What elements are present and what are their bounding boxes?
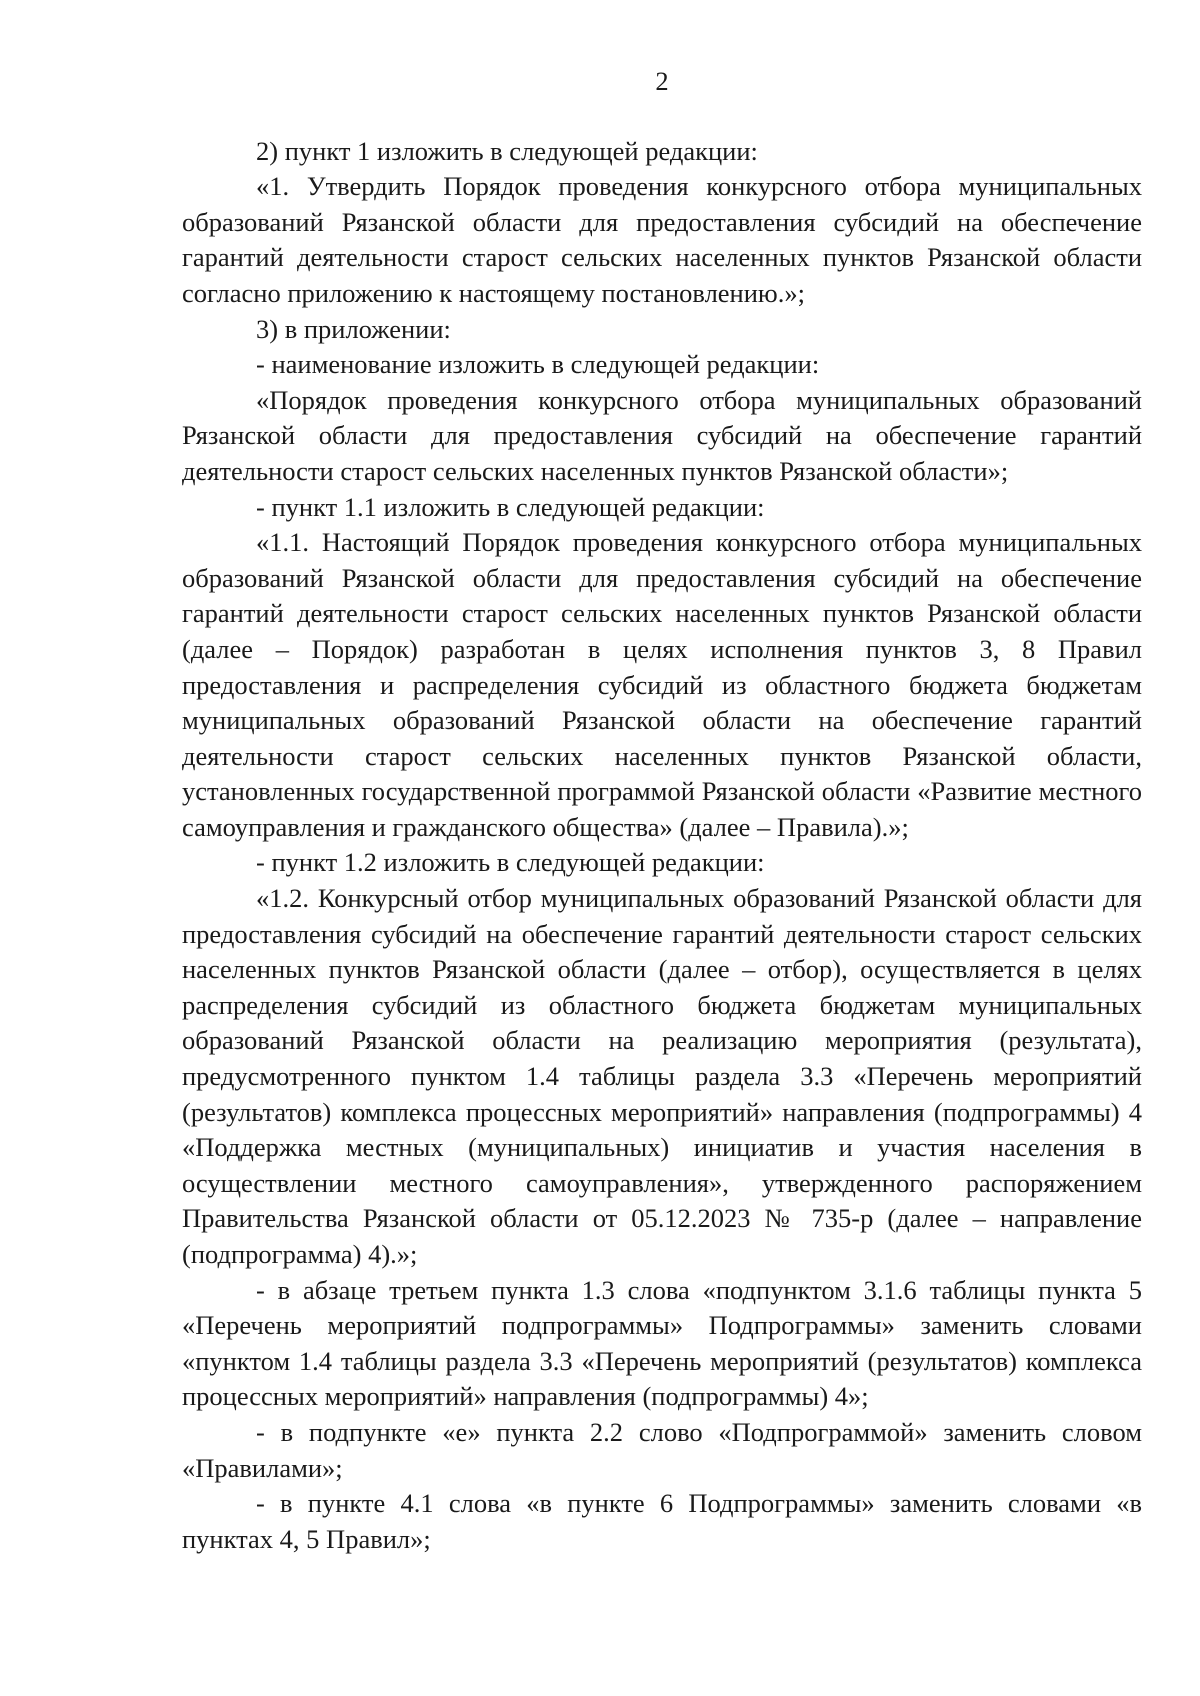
paragraph-title-change: - наименование изложить в следующей редакции:: [256, 349, 820, 380]
paragraph-quote-point-1: «1. Утвердить Порядок проведения конкурсного отбора муниципальных образований Рязанской области для предоставления субсидий на обеспечение гарантий деятельности старост сельских населенных пунктов Рязанской области согласно приложению к настоящему постановлению.»;: [182, 171, 1142, 308]
page-number: 2: [655, 66, 669, 96]
paragraph-point-1-2-change: - пункт 1.2 изложить в следующей редакции:: [256, 847, 765, 878]
paragraph-quote-point-1-1: «1.1. Настоящий Порядок проведения конкурсного отбора муниципальных образований Рязанской области для предоставления субсидий на обеспечение гарантий деятельности старост сельских населенных пунктов Рязанской области (далее – Порядок) разработан в целях исполнения пунктов 3, 8 Правил предоставления и распределения субсидий из областного бюджета бюджетам муниципальных образований Рязанской области на обеспечение гарантий деятельности старост сельских населенных пунктов Рязанской области, установленных государственной программой Рязанской области «Развитие местного самоуправления и гражданского общества» (далее – Правила).»;: [182, 527, 1142, 842]
paragraph-quote-title: «Порядок проведения конкурсного отбора муниципальных образований Рязанской области для предоставления субсидий на обеспечение гарантий деятельности старост сельских населенных пунктов Рязанской области»;: [182, 384, 1142, 486]
paragraph-point-2-2-change: - в подпункте «е» пункта 2.2 слово «Подпрограммой» заменить словом «Правилами»;: [182, 1416, 1142, 1483]
paragraph-point-1-3-change: - в абзаце третьем пункта 1.3 слова «подпунктом 3.1.6 таблицы пункта 5 «Перечень мероприятий подпрограммы» Подпрограммы» заменить словами «пунктом 1.4 таблицы раздела 3.3 «Перечень мероприятий (результатов) комплекса процессных мероприятий» направления (подпрограммы) 4»;: [182, 1274, 1142, 1412]
paragraph-item-3: 3) в приложении:: [256, 313, 451, 344]
document-page: [182, 64, 1142, 1557]
paragraph-quote-point-1-2: «1.2. Конкурсный отбор муниципальных образований Рязанской области для предоставления субсидий на обеспечение гарантий деятельности старост сельских населенных пунктов Рязанской области (далее – отбор), осуществляется в целях распределения субсидий из областного бюджета бюджетам муниципальных образований Рязанской области на реализацию мероприятия (результата), предусмотренного пунктом 1.4 таблицы раздела 3.3 «Перечень мероприятий (результатов) комплекса процессных мероприятий» направления (подпрограммы) 4 «Поддержка местных (муниципальных) инициатив и участия населения в осуществлении местного самоуправления», утвержденного распоряжением Правительства Рязанской области от 05.12.2023 № 735-р (далее – направление (подпрограмма) 4).»;: [182, 883, 1142, 1269]
paragraph-point-1-1-change: - пункт 1.1 изложить в следующей редакции:: [256, 491, 765, 522]
paragraph-item-2: 2) пункт 1 изложить в следующей редакции:: [256, 135, 758, 166]
paragraph-point-4-1-change: - в пункте 4.1 слова «в пункте 6 Подпрограммы» заменить словами «в пунктах 4, 5 Правил»;: [182, 1488, 1142, 1554]
